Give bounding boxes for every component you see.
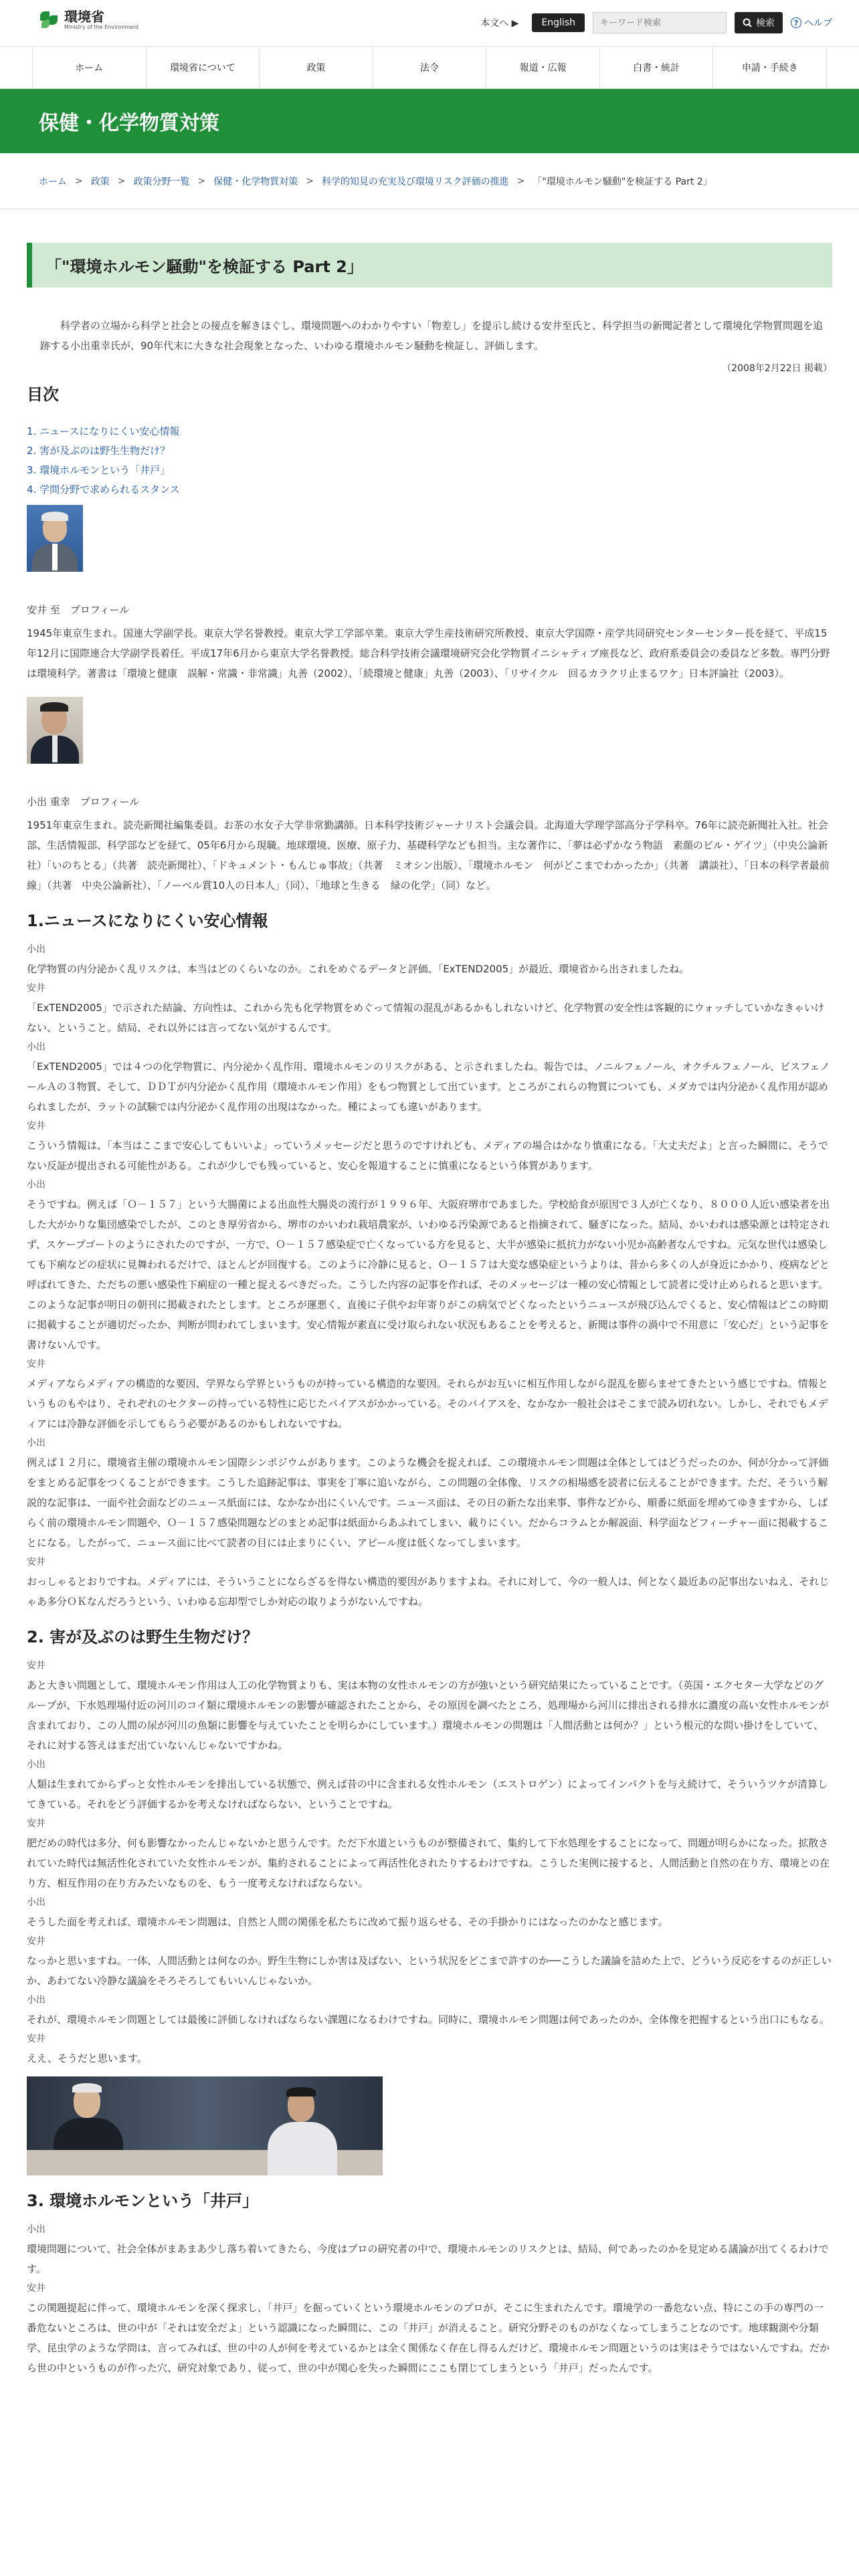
help-icon: ? xyxy=(791,17,801,28)
dialogue-line: 環境問題について、社会全体がまあまあ少し落ち着いてきたら、今度はプロの研究者の中で、環境ホルモンのリスクとは、結局、何であったのかを見定める議論が出てくるわけです。 xyxy=(27,2243,829,2275)
search-icon xyxy=(743,18,752,27)
search-button-label: 検索 xyxy=(756,18,775,29)
section-band xyxy=(0,89,859,153)
logo-subtitle: Ministry of the Environment xyxy=(64,24,139,30)
speaker-label: 小出 xyxy=(27,1180,45,1190)
nav-law[interactable]: 法令 xyxy=(373,47,486,88)
speaker-label: 安井 xyxy=(27,1557,45,1568)
nav-whitepaper[interactable]: 白書・統計 xyxy=(599,47,713,88)
dialogue-line: 化学物質の内分泌かく乱リスクは、本当はどのくらいなのか。これをめぐるデータと評価、「ExTEND2005」が最近、環境省から出されましたね。 xyxy=(27,963,690,975)
speaker-label: 小出 xyxy=(27,1759,45,1770)
section-heading-1: 1.ニュースになりにくい安心情報 xyxy=(27,911,268,930)
search-button[interactable] xyxy=(735,12,783,33)
speaker-label: 小出 xyxy=(27,2224,45,2235)
section-heading-2: 2. 害が及ぶのは野生生物だけ？ xyxy=(27,1628,259,1646)
dialogue-line: そうした面を考えれば、環境ホルモン問題は、自然と人間の関係を私たちに改めて振り返らせる、その手掛かりにはなったのかなと感じます。 xyxy=(27,1916,668,1928)
nav-applications[interactable]: 申請・手続き xyxy=(712,47,827,88)
help-link[interactable] xyxy=(791,16,832,29)
nav-policy[interactable]: 政策 xyxy=(259,47,373,88)
speaker-label: 安井 xyxy=(27,1359,45,1370)
dialogue-section-3 xyxy=(27,2220,832,2378)
help-label: ヘルプ xyxy=(804,18,832,29)
speaker-label: 安井 xyxy=(27,983,45,994)
toc-heading: 目次 xyxy=(27,385,59,404)
speaker-label: 小出 xyxy=(27,1438,45,1448)
breadcrumb-home[interactable]: ホーム xyxy=(39,176,67,187)
profile-body-koide: 1951年東京生まれ。読売新聞社編集委員。お茶の水女子大学非常勤講師。日本科学技術ジャーナリスト会議会員。北海道大学理学部高分子学科卒。76年に読売新聞社入社。社会部、生活情報部、科学部などを経て、05年6月から現職。地球環境、医療、原子力、基礎科学なども担当。主な著作に、「夢は必ずかなう物語 素顔のビル・ゲイツ」（中央公論新社）「いのちとる」（共著 読売新聞社）、「ドキュメント・もんじゅ事故」（共著 ミオシン出版）、「環境ホルモン 何がどこまでわかったか」（共著 講談社）、「日本の科学者最前線」（共著 中央公論新社）、「ノーベル賞10人の日本人」（同）、「地球と生きる 緑の化学」（同）など。 xyxy=(27,819,830,891)
profile-body-yasui: 1945年東京生まれ。国連大学副学長。東京大学名誉教授。東京大学工学部卒業。東京大学生産技術研究所教授、東京大学国際・産学共同研究センターセンター長を経て、平成15年12月に国際連合大学副学長着任。平成17年6月から東京大学名誉教授。総合科学技術会議環境研究会化学物質イニシャティブ座長など、政府系委員会の委員など多数。専門分野は環境科学。著書は「環境と健康 誤解・常識・非常識」丸善（2002）、「続環境と健康」丸善（2003）、「リサイクル 回るカラクリ止まるワケ」日本評論社（2003）。 xyxy=(27,627,830,679)
breadcrumb-current: 「"環境ホルモン騒動"を検証する Part 2」 xyxy=(533,176,712,187)
breadcrumb-chemicals[interactable]: 保健・化学物質対策 xyxy=(213,176,298,187)
dialogue-section-1 xyxy=(27,940,832,1612)
speaker-label: 安井 xyxy=(27,2283,45,2294)
dialogue-line: 「ExTEND2005」で示された結論、方向性は、これから先も化学物質をめぐって情報の混乱があるかもしれないけど、化学物質の安全性は客観的にウォッチしていかなきゃいけない、ということ。結局、それ以外には言ってない気がするんです。 xyxy=(27,1002,825,1034)
discussion-photo xyxy=(27,2076,383,2175)
dialogue-line: そうですね。例えば「Ｏ－１５７」という大腸菌による出血性大腸炎の流行が１９９６年、大阪府堺市であました。学校給食が原因で３人が亡くなり、８０００人近い感染者を出した大がかりな集団感染でしたが、このとき厚労省から、堺市のかいわれ栽培農家が、いわゆる汚染源であると指摘されて、騒ぎになった。結局、かいわれは感染源とは特定されず、スケープゴートのようにされたのですが、一方で、Ｏ－１５７感染症で亡くなっている方を見ると、大半が感染に抵抗力がない小児か高齢者なんですね。元気な世代は感染しても下痢などの症状に見舞われるだけで、ほとんどが回復する。このように冷静に見ると、Ｏ－１５７は大変な感染症というよりは、昔から多くの人が身近にかかり、疫病などと呼ばれてきた、ただちの悪い感染性下痢症の一種と捉えるべきだった。こうした内容の記事を作れば、そのメッセージは一種の安心情報として読者に受け止められると思います。このような記事が明日の朝刊に掲載されたとします。ところが運悪く、直後に子供やお年寄りがこの病気でどくなったというニュースが飛び込んでくると、安心情報はどこの時期に掲載することが適切だったか、判断が問われてしまいます。安心情報が素直に受け取られない状況もあることを考えると、新聞は事件の渦中で不用意に「安心だ」という記事を書けないんです。 xyxy=(27,1198,830,1351)
table-of-contents xyxy=(27,422,832,500)
toc-link-3[interactable]: 3. 環境ホルモンという「井戸」 xyxy=(27,464,171,476)
section-band-title: 保健・化学物質対策 xyxy=(39,112,219,135)
dialogue-line: それが、環境ホルモン問題としては最後に評価しなければならない課題になるわけですね。同時に、環境ホルモン問題は何であったのか、全体像を把握するという出口にもなる。 xyxy=(27,2014,830,2026)
speaker-label: 小出 xyxy=(27,1897,45,1908)
nav-press[interactable]: 報道・広報 xyxy=(486,47,599,88)
speaker-label: 小出 xyxy=(27,1042,45,1053)
speaker-label: 小出 xyxy=(27,944,45,955)
speaker-label: 小出 xyxy=(27,1995,45,2006)
main-content xyxy=(0,243,859,2378)
page-title: 「"環境ホルモン騒動"を検証する Part 2」 xyxy=(27,243,832,288)
dialogue-line: この関題提起に伴って、環境ホルモンを深く探求し、「井戸」を掘っていくという環境ホルモンのプロが、そこに生まれたんです。環境学の一番危ない点、特にこの手の専門の一番危ないところは、世の中が「それは安全だよ」という認識になった瞬間に、この「井戸」が消えること。研究分野そのものがなくなってしまうことなのです。地球観測や分類学、昆虫学のような学問は、言ってみれば、世の中の人が何を考えているかとは全く関係なく存在し得るんだけど、環境ホルモン問題というのは実はそうではないんですね。だから世の中というものが作った穴、研究対象であり、従って、世の中が関心を失った瞬間にここも閉じてしまうという「井戸」だったんです。 xyxy=(27,2302,830,2374)
toc-link-1[interactable]: 1. ニュースになりにくい安心情報 xyxy=(27,425,180,437)
speaker-label: 安井 xyxy=(27,1818,45,1829)
global-nav xyxy=(0,47,859,89)
profile-name-yasui: 安井 至 プロフィール xyxy=(27,604,130,616)
dialogue-line: こういう情報は、「本当はここまで安心してもいいよ」っていうメッセージだと思うのですけれども、メディアの場合はかなり慎重になる。「大丈夫だよ」と言った瞬間に、そうでない反証が提出される可能性がある。これが少しでも残っていると、安心を報道することに慎重になるという体質があります。 xyxy=(27,1140,828,1172)
publish-date: （2008年2月22日 掲載） xyxy=(722,363,832,374)
site-header xyxy=(0,0,859,47)
breadcrumb: ホーム > 政策 > 政策分野一覧 > 保健・化学物質対策 > 科学的知見の充実及び環境リスク評価の推進 > 「"環境ホルモン騒動"を検証する Part 2」 xyxy=(0,153,859,209)
logo-title: 環境省 xyxy=(64,9,104,25)
ministry-leaf-icon xyxy=(39,10,59,30)
nav-about[interactable]: 環境省について xyxy=(146,47,260,88)
dialogue-line: 「ExTEND2005」では４つの化学物質に、内分泌かく乱作用、環境ホルモンのリスクがある、と示されましたね。報告では、ノニルフェノール、オクチルフェノール、ビスフェノールＡの３物質、そして、ＤＤＴが内分泌かく乱作用（環境ホルモン作用）をもつ物質として出ています。ところがこれらの物質についても、メダカでは内分泌かく乱作用が認められましたが、ラットの試験では内分泌かく乱作用の出現はなかった。種によっても違いがあります。 xyxy=(27,1061,830,1113)
section-heading-3: 3. 環境ホルモンという「井戸」 xyxy=(27,2191,259,2210)
logo[interactable] xyxy=(39,9,138,30)
speaker-label: 安井 xyxy=(27,1121,45,1132)
yasui-portrait xyxy=(27,505,83,572)
speaker-label: 安井 xyxy=(27,1936,45,1947)
breadcrumb-risk-assessment[interactable]: 科学的知見の充実及び環境リスク評価の推進 xyxy=(321,176,509,187)
dialogue-line: なっかと思いますね。一体、人間活動とは何なのか。野生生物にしか害は及ばない、という状況をどこまで許すのか──こうした議論を詰めた上で、どういう反応をするのが正しいか、あわてない冷静な議論をそろそろしてもいいんじゃないか。 xyxy=(27,1955,832,1987)
toc-link-2[interactable]: 2. 害が及ぶのは野生生物だけ？ xyxy=(27,445,171,457)
dialogue-section-2 xyxy=(27,1656,832,2068)
dialogue-line: 人類は生まれてからずっと女性ホルモンを排出している状態で、例えば昔の中に含まれる女性ホルモン（エストロゲン）によってインパクトを与え続けて、そういうツケが清算してきている。それをどう評価するかを考えなければならない、ということですね。 xyxy=(27,1778,828,1810)
dialogue-line: 例えば１２月に、環境省主催の環境ホルモン国際シンポジウムがあります。このような機会を捉えれば、この環境ホルモン問題は全体としてはどうだったのか、何が分かって評価をまとめる記事をつくることができます。こうした追跡記事は、事実を丁寧に追いながら、この問題の全体像、リスクの相場感を読者に伝えることができます。ただ、そういう解説的な記事は、一面や社会面などのニュース紙面には、なかなか出にくいんです。ニュース面は、その日の新たな出来事、事件などから、順番に紙面を埋めてゆきますから、しばらく前の環境ホルモン問題や、Ｏ－１５７感染問題などのまとめ記事は紙面からあふれてしまい、載りにくい。だからコラムとか解説面、科学面などフィーチャー面に掲載することになる。したがって、ニュース面に比べて読者の目には止まりにくい、アピール度は低くなってしまいます。 xyxy=(27,1457,829,1549)
nav-home[interactable]: ホーム xyxy=(32,47,146,88)
speaker-label: 安井 xyxy=(27,1660,45,1671)
breadcrumb-policy[interactable]: 政策 xyxy=(90,176,110,187)
english-button[interactable]: English xyxy=(532,13,585,32)
speaker-label: 安井 xyxy=(27,2034,45,2044)
search-input[interactable] xyxy=(593,12,727,33)
dialogue-line: 肥だめの時代は多分、何も影響なかったんじゃないかと思うんです。ただ下水道というものが整備されて、集約して下水処理をすることになって、問題が明らかになった。拡散されていた時代は無活性化されていた女性ホルモンが、集約されることによって再活性化されたりするわけですね。こうした実例に接すると、人間活動と自然の在り方、環境との在り方、相互作用の在り方みたいなものを、もう一度考えなければならない。 xyxy=(27,1837,830,1889)
profile-name-koide: 小出 重幸 プロフィール xyxy=(27,796,140,808)
dialogue-line: おっしゃるとおりですね。メディアには、そういうことにならざるを得ない構造的要因がありますよね。それに対して、今の一般人は、何となく最近あの記事出ないねえ、それじゃあ多分ＯＫなんだろうという、いわゆる忘却型でしか対応の取りようがないんですね。 xyxy=(27,1576,830,1608)
toc-link-4[interactable]: 4. 学問分野で求められるスタンス xyxy=(27,484,180,496)
breadcrumb-policy-list[interactable]: 政策分野一覧 xyxy=(133,176,190,187)
koide-portrait xyxy=(27,697,83,764)
dialogue-line: メディアならメディアの構造的な要因、学界なら学界というものが持っている構造的な要因。それらがお互いに相互作用しながら混乱を膨らませてきたという感じですね。情報というものもやはり、それぞれのセクターの持っている特性に応じたバイアスがかかっている。そのバイアスを、なかなか一般社会はそこまで読み切れない。しかし、それでもメディアには冷静な評価を示してもらう必要があるのかもしれないですね。 xyxy=(27,1378,828,1430)
dialogue-line: あと大きい問題として、環境ホルモン作用は人工の化学物質よりも、実は本物の女性ホルモンの方が強いという研究結果にたっていることです。（英国・エクセター大学などのグループが、下水処理場付近の河川のコイ類に環境ホルモンの影響が確認されたことから、その原因を調べたところ、処理場から河川に排出される排水に濃度の高い女性ホルモンが含まれており、この人間の尿が河川の魚類に影響を与えていたことを明らかにしています。）環境ホルモンの問題は「人間活動とは何か？」という根元的な問い掛けをしていて、それに対する答えはまだ出ていないんじゃないですかね。 xyxy=(27,1679,829,1751)
lead-paragraph: 科学者の立場から科学と社会との接点を解きほぐし、環境問題へのわかりやすい「物差し」を提示し続ける安井至氏と、科学担当の新聞記者として環境化学物質問題を追跡する小出重幸氏が、90年代末に大きな社会現象となった、いわゆる環境ホルモン騒動を検証し、評価します。 xyxy=(40,320,824,352)
dialogue-line: ええ、そうだと思います。 xyxy=(27,2052,147,2064)
skip-to-content-link[interactable]: 本文へ ▶ xyxy=(480,18,519,29)
